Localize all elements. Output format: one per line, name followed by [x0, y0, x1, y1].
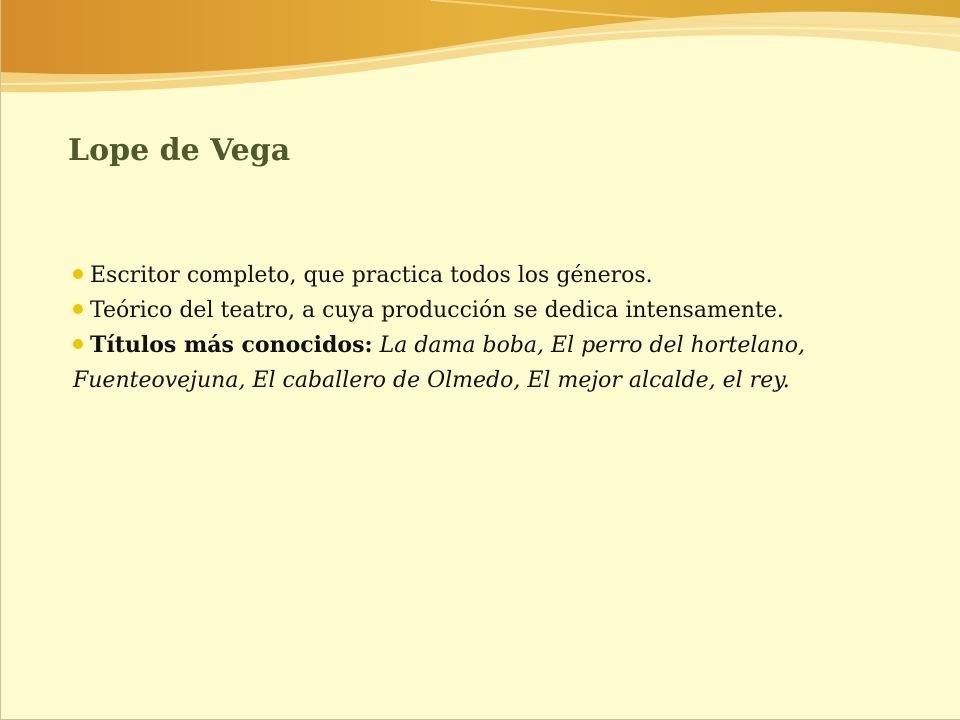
bullet-item [73, 293, 833, 328]
bullet-text: Escritor completo, que practica todos los géneros. [90, 263, 653, 288]
bullet-item [73, 328, 833, 398]
slide-title: Lope de Vega [68, 133, 291, 168]
bullet-dot-icon [73, 304, 83, 314]
bullet-text: Teórico del teatro, a cuya producción se dedica intensamente. [90, 298, 784, 323]
bullet-dot-icon [73, 339, 83, 349]
bullet-text: La dama boba, El perro del hortelano, Fuenteovejuna, El caballero de Olmedo, El mejor alcalde, el rey. [73, 333, 805, 393]
bullet-dot-icon [73, 269, 83, 279]
bullet-label: Títulos más conocidos: [90, 332, 373, 358]
bullet-list [73, 258, 833, 398]
bullet-item [73, 258, 833, 293]
decorative-banner [1, 0, 960, 120]
